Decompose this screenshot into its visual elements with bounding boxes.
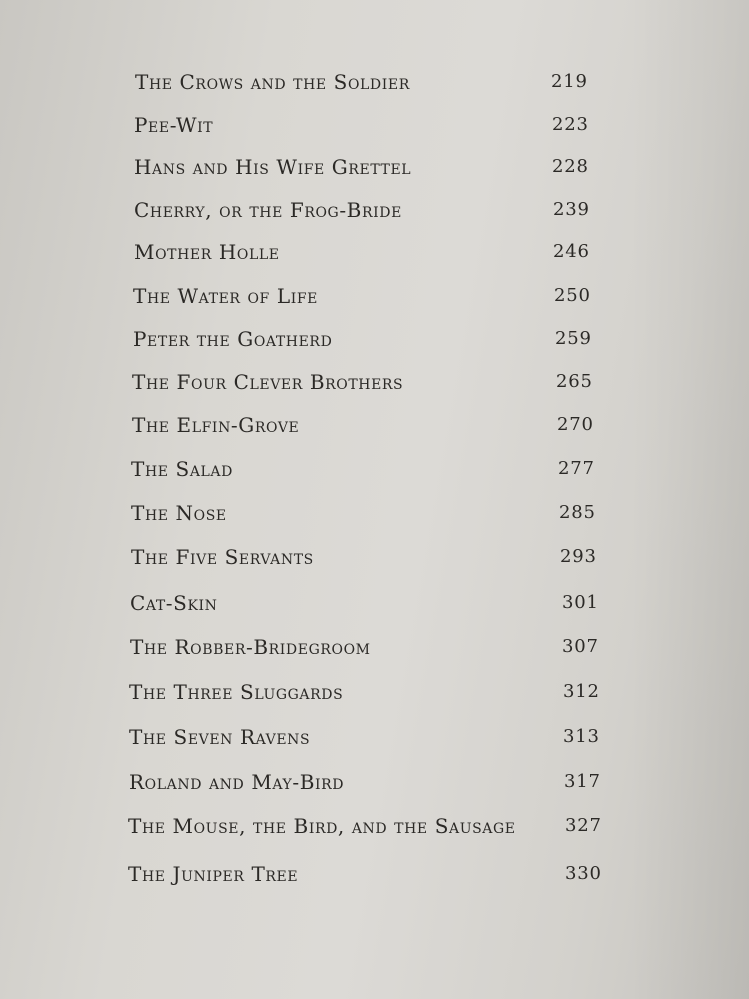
- toc-entry-title: The Three Sluggards: [129, 680, 344, 704]
- toc-entry-title: The Juniper Tree: [128, 862, 299, 886]
- toc-entry: [130, 589, 597, 617]
- toc-entry: [129, 678, 599, 706]
- toc-entry-page: 219: [551, 71, 588, 92]
- toc-entry-title: The Elfin-Grove: [132, 413, 300, 437]
- toc-entry-page: 259: [555, 328, 592, 349]
- toc-entry-title: The Four Clever Brothers: [132, 370, 404, 394]
- toc-entry-title: Hans and His Wife Grettel: [134, 155, 412, 179]
- toc-entry-page: 313: [563, 726, 600, 747]
- toc-entry: [134, 153, 589, 181]
- toc-entry-page: 270: [557, 414, 594, 435]
- toc-entry: [131, 543, 596, 571]
- toc-entry-page: 317: [564, 771, 601, 792]
- toc-entry: [128, 860, 603, 888]
- toc-entry-page: 312: [563, 681, 600, 702]
- toc-entry-page: 239: [553, 199, 590, 220]
- toc-entry: [134, 111, 589, 139]
- toc-entry-page: 246: [553, 241, 590, 262]
- toc-entry-page: 330: [565, 863, 602, 884]
- toc-entry-title: Mother Holle: [134, 240, 280, 264]
- toc-entry: [134, 196, 590, 224]
- toc-entry-page: 307: [562, 636, 599, 657]
- toc-entry-title: The Water of Life: [133, 284, 318, 308]
- toc-entry-page: 327: [565, 815, 602, 836]
- toc-entry-title: Cat-Skin: [130, 591, 218, 615]
- toc-entry-page: 228: [552, 156, 589, 177]
- toc-entry: [130, 633, 598, 661]
- toc-entry-title: The Salad: [131, 457, 233, 481]
- toc-entry-page: 250: [554, 285, 591, 306]
- toc-entry: [129, 723, 600, 751]
- toc-entry: [132, 368, 593, 396]
- toc-entry: [128, 812, 602, 840]
- toc-entry-page: 277: [558, 458, 595, 479]
- toc-entry: [131, 455, 593, 483]
- toc-entry: [134, 238, 590, 266]
- toc-entry-title: The Nose: [131, 501, 227, 525]
- toc-entry-title: The Five Servants: [131, 545, 314, 569]
- toc-entry-title: Pee-Wit: [134, 113, 214, 137]
- toc-entry-page: 223: [552, 114, 589, 135]
- toc-entry-page: 265: [556, 371, 593, 392]
- toc-entry-title: Cherry, or the Frog-Bride: [134, 198, 402, 222]
- toc-entry-title: The Mouse, the Bird, and the Sausage: [128, 814, 516, 838]
- toc-entry: [133, 325, 592, 353]
- toc-entry: [131, 499, 594, 527]
- toc-entry: [132, 411, 592, 439]
- toc-entry: [129, 768, 601, 796]
- toc-entry-title: Peter the Goatherd: [133, 327, 333, 351]
- toc-entry-page: 293: [560, 546, 597, 567]
- toc-entry: [135, 68, 588, 96]
- toc-entry-title: The Crows and the Soldier: [135, 70, 410, 94]
- toc-entry-title: The Robber-Bridegroom: [130, 635, 371, 659]
- toc-entry-title: Roland and May-Bird: [129, 770, 345, 794]
- toc-entry-page: 285: [559, 502, 596, 523]
- toc-entry-title: The Seven Ravens: [129, 725, 311, 749]
- toc-entry-page: 301: [562, 592, 599, 613]
- toc-entry: [133, 282, 591, 310]
